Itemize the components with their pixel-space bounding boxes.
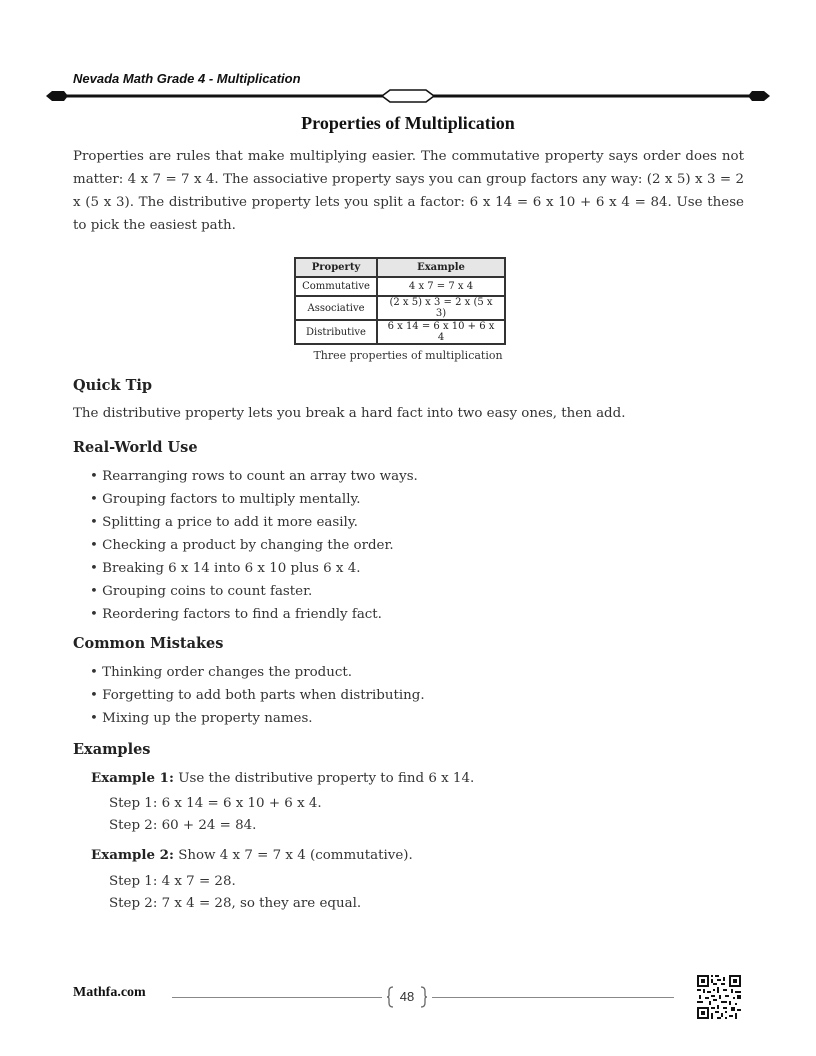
list-item: • Mixing up the property names. — [90, 711, 313, 726]
table-row — [295, 320, 505, 344]
list-item: • Reordering factors to find a friendly fact. — [90, 607, 382, 622]
list-item: • Grouping coins to count faster. — [90, 584, 313, 599]
list-item: • Splitting a price to add it more easily. — [90, 515, 358, 530]
table-cell: Commutative — [295, 277, 377, 296]
example-step: Step 2: 60 + 24 = 84. — [109, 818, 257, 833]
example-label: Example 2: — [91, 847, 174, 863]
table-cell: 4 x 7 = 7 x 4 — [377, 277, 505, 296]
list-item: • Breaking 6 x 14 into 6 x 10 plus 6 x 4. — [90, 561, 361, 576]
table-header-row — [295, 258, 505, 277]
footer-rule-left — [172, 997, 382, 998]
list-item: • Rearranging rows to count an array two ways. — [90, 469, 418, 484]
table-row — [295, 277, 505, 296]
table-row — [295, 296, 505, 320]
section-heading-quick-tip: Quick Tip — [73, 377, 153, 394]
example-text: Use the distributive property to find 6 x 14. — [178, 771, 475, 786]
table-cell: (2 x 5) x 3 = 2 x (5 x 3) — [377, 296, 505, 320]
quick-tip-text: The distributive property lets you break a hard fact into two easy ones, then add. — [73, 406, 626, 421]
example-step: Step 2: 7 x 4 = 28, so they are equal. — [109, 896, 362, 911]
real-world-list — [90, 465, 418, 626]
list-item: • Forgetting to add both parts when distributing. — [90, 688, 425, 703]
table-cell: Associative — [295, 296, 377, 320]
intro-paragraph: Properties are rules that make multiplying easier. The commutative property says order does not matter: 4 x 7 = 7 x 4. The associative property says you can group factors any way: (2 x 5) x 3 = 2 x (5 x 3). The distributive property lets you split a factor: 6 x 14 = 6 x 10 + 6 x 4 = 84. Use these to pick the easiest path. — [73, 149, 744, 233]
list-item: • Grouping factors to multiply mentally. — [90, 492, 361, 507]
footer-brand: Mathfa.com — [73, 985, 146, 1000]
qr-code-icon — [697, 975, 741, 1019]
example-1-heading — [91, 770, 474, 786]
page-title: Properties of Multiplication — [301, 113, 515, 133]
table-caption: Three properties of multiplication — [313, 349, 503, 362]
header-rule — [44, 88, 772, 104]
section-heading-real-world: Real-World Use — [73, 439, 198, 456]
example-step: Step 1: 6 x 14 = 6 x 10 + 6 x 4. — [109, 796, 322, 811]
example-2-heading — [91, 847, 413, 863]
table-cell: 6 x 14 = 6 x 10 + 6 x 4 — [377, 320, 505, 344]
footer-rule-right — [432, 997, 674, 998]
table-header-cell: Property — [295, 258, 377, 277]
example-label: Example 1: — [91, 770, 174, 786]
example-step: Step 1: 4 x 7 = 28. — [109, 874, 236, 889]
list-item: • Checking a product by changing the order. — [90, 538, 394, 553]
section-heading-mistakes: Common Mistakes — [73, 635, 224, 652]
table-cell: Distributive — [295, 320, 377, 344]
section-heading-examples: Examples — [73, 741, 151, 758]
running-header: Nevada Math Grade 4 - Multiplication — [73, 71, 301, 86]
table-header-cell: Example — [377, 258, 505, 277]
example-text: Show 4 x 7 = 7 x 4 (commutative). — [178, 848, 413, 863]
mistakes-list — [90, 661, 425, 730]
properties-table — [294, 257, 506, 345]
page-number: 48 — [386, 985, 428, 1009]
list-item: • Thinking order changes the product. — [90, 665, 352, 680]
